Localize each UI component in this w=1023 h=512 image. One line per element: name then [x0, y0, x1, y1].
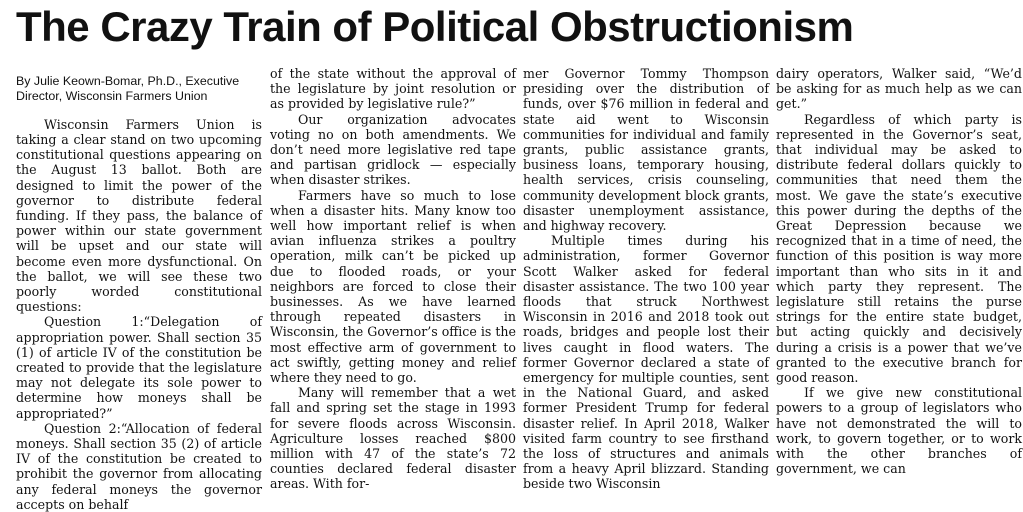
- paragraph: Our organization advocates voting no on both amendments. We don’t need more legislative red tape and partisan gridlock — especially when disaster strikes.: [270, 111, 516, 188]
- paragraph-continued: of the state without the approval of the legislature by joint resolution or as provided by legislative rule?”: [270, 66, 516, 112]
- paragraph-question-2: Question 2:“Allocation of federal moneys. Shall section 35 (2) of article IV of the constitution be created to prohibit the governor from allocating any federal moneys the governor accepts on behalf: [16, 420, 262, 512]
- paragraph: Multiple times during his administration, former Governor Scott Walker asked for federal disaster assistance. The two 100 year floods that struck Northwest Wisconsin in 2016 and 2018 took out roads, bridges and people lost their lives caught in flood waters. The former Governor declared a state of emergency for multiple counties, sent in the National Guard, and asked former President Trump for federal disaster relief. In April 2018, Walker visited farm country to see firsthand the loss of structures and animals from a heavy April blizzard. Standing beside two Wisconsin: [523, 233, 769, 492]
- column-3: [523, 66, 769, 492]
- paragraph-continued: dairy operators, Walker said, “We’d be asking for as much help as we can get.”: [776, 66, 1022, 112]
- column-4: [776, 66, 1022, 477]
- paragraph: Many will remember that a wet fall and spring set the stage in 1993 for severe floods across Wisconsin. Agriculture losses reached $800 million with 47 of the state’s 72 counties declared federal disaster areas. With for-: [270, 385, 516, 492]
- paragraph-continued: mer Governor Tommy Thompson presiding over the distribution of funds, over $76 million in federal and state aid went to Wisconsin communities for individual and family grants, public assistance grants, business loans, temporary housing, health services, crisis counseling, community development block grants, disaster unemployment assistance, and highway recovery.: [523, 66, 769, 234]
- paragraph: If we give new constitutional powers to a group of legislators who have not demonstrated the will to work, to govern together, or to work with the other branches of government, we can: [776, 385, 1022, 477]
- paragraph-question-1: Question 1:“Delegation of appropriation power. Shall section 35 (1) of article IV of the constitution be created to provide that the legislature may not delegate its sole power to determine how moneys shall be appropriated?”: [16, 314, 262, 421]
- column-2: [270, 66, 516, 492]
- paragraph: Regardless of which party is represented in the Governor’s seat, that individual may be asked to distribute federal dollars quickly to communities that need them the most. We gave the state’s executive this power during the depths of the Great Depression because we recognized that in a time of need, the function of this position is way more important than who sits in it and which party they represent. The legislature still retains the purse strings for the entire state budget, but acting quickly and decisively during a crisis is a power that we’ve granted to the executive branch for good reason.: [776, 111, 1022, 386]
- column-1: [16, 66, 262, 512]
- paragraph: Wisconsin Farmers Union is taking a clear stand on two upcoming constitutional questions appearing on the August 13 ballot. Both are designed to limit the power of the governor to distribute federal funding. If they pass, the balance of power within our state government will be upset and our state will become even more dysfunctional. On the ballot, we will see these two poorly worded constitutional questions:: [16, 116, 262, 315]
- byline-author: By Julie Keown-Bomar, Ph.D., Executive: [16, 74, 240, 88]
- byline-title: Director, Wisconsin Farmers Union: [16, 89, 208, 104]
- paragraph: Farmers have so much to lose when a disaster hits. Many know too well how important relief is when avian influenza strikes a poultry operation, milk can’t be picked up due to flooded roads, or your neighbors are forced to close their businesses. As we have learned through repeated disasters in Wisconsin, the Governor’s office is the most effective arm of government to act swiftly, getting money and relief where they need to go.: [270, 187, 516, 386]
- byline: [16, 74, 262, 105]
- headline: The Crazy Train of Political Obstructionism: [16, 3, 854, 50]
